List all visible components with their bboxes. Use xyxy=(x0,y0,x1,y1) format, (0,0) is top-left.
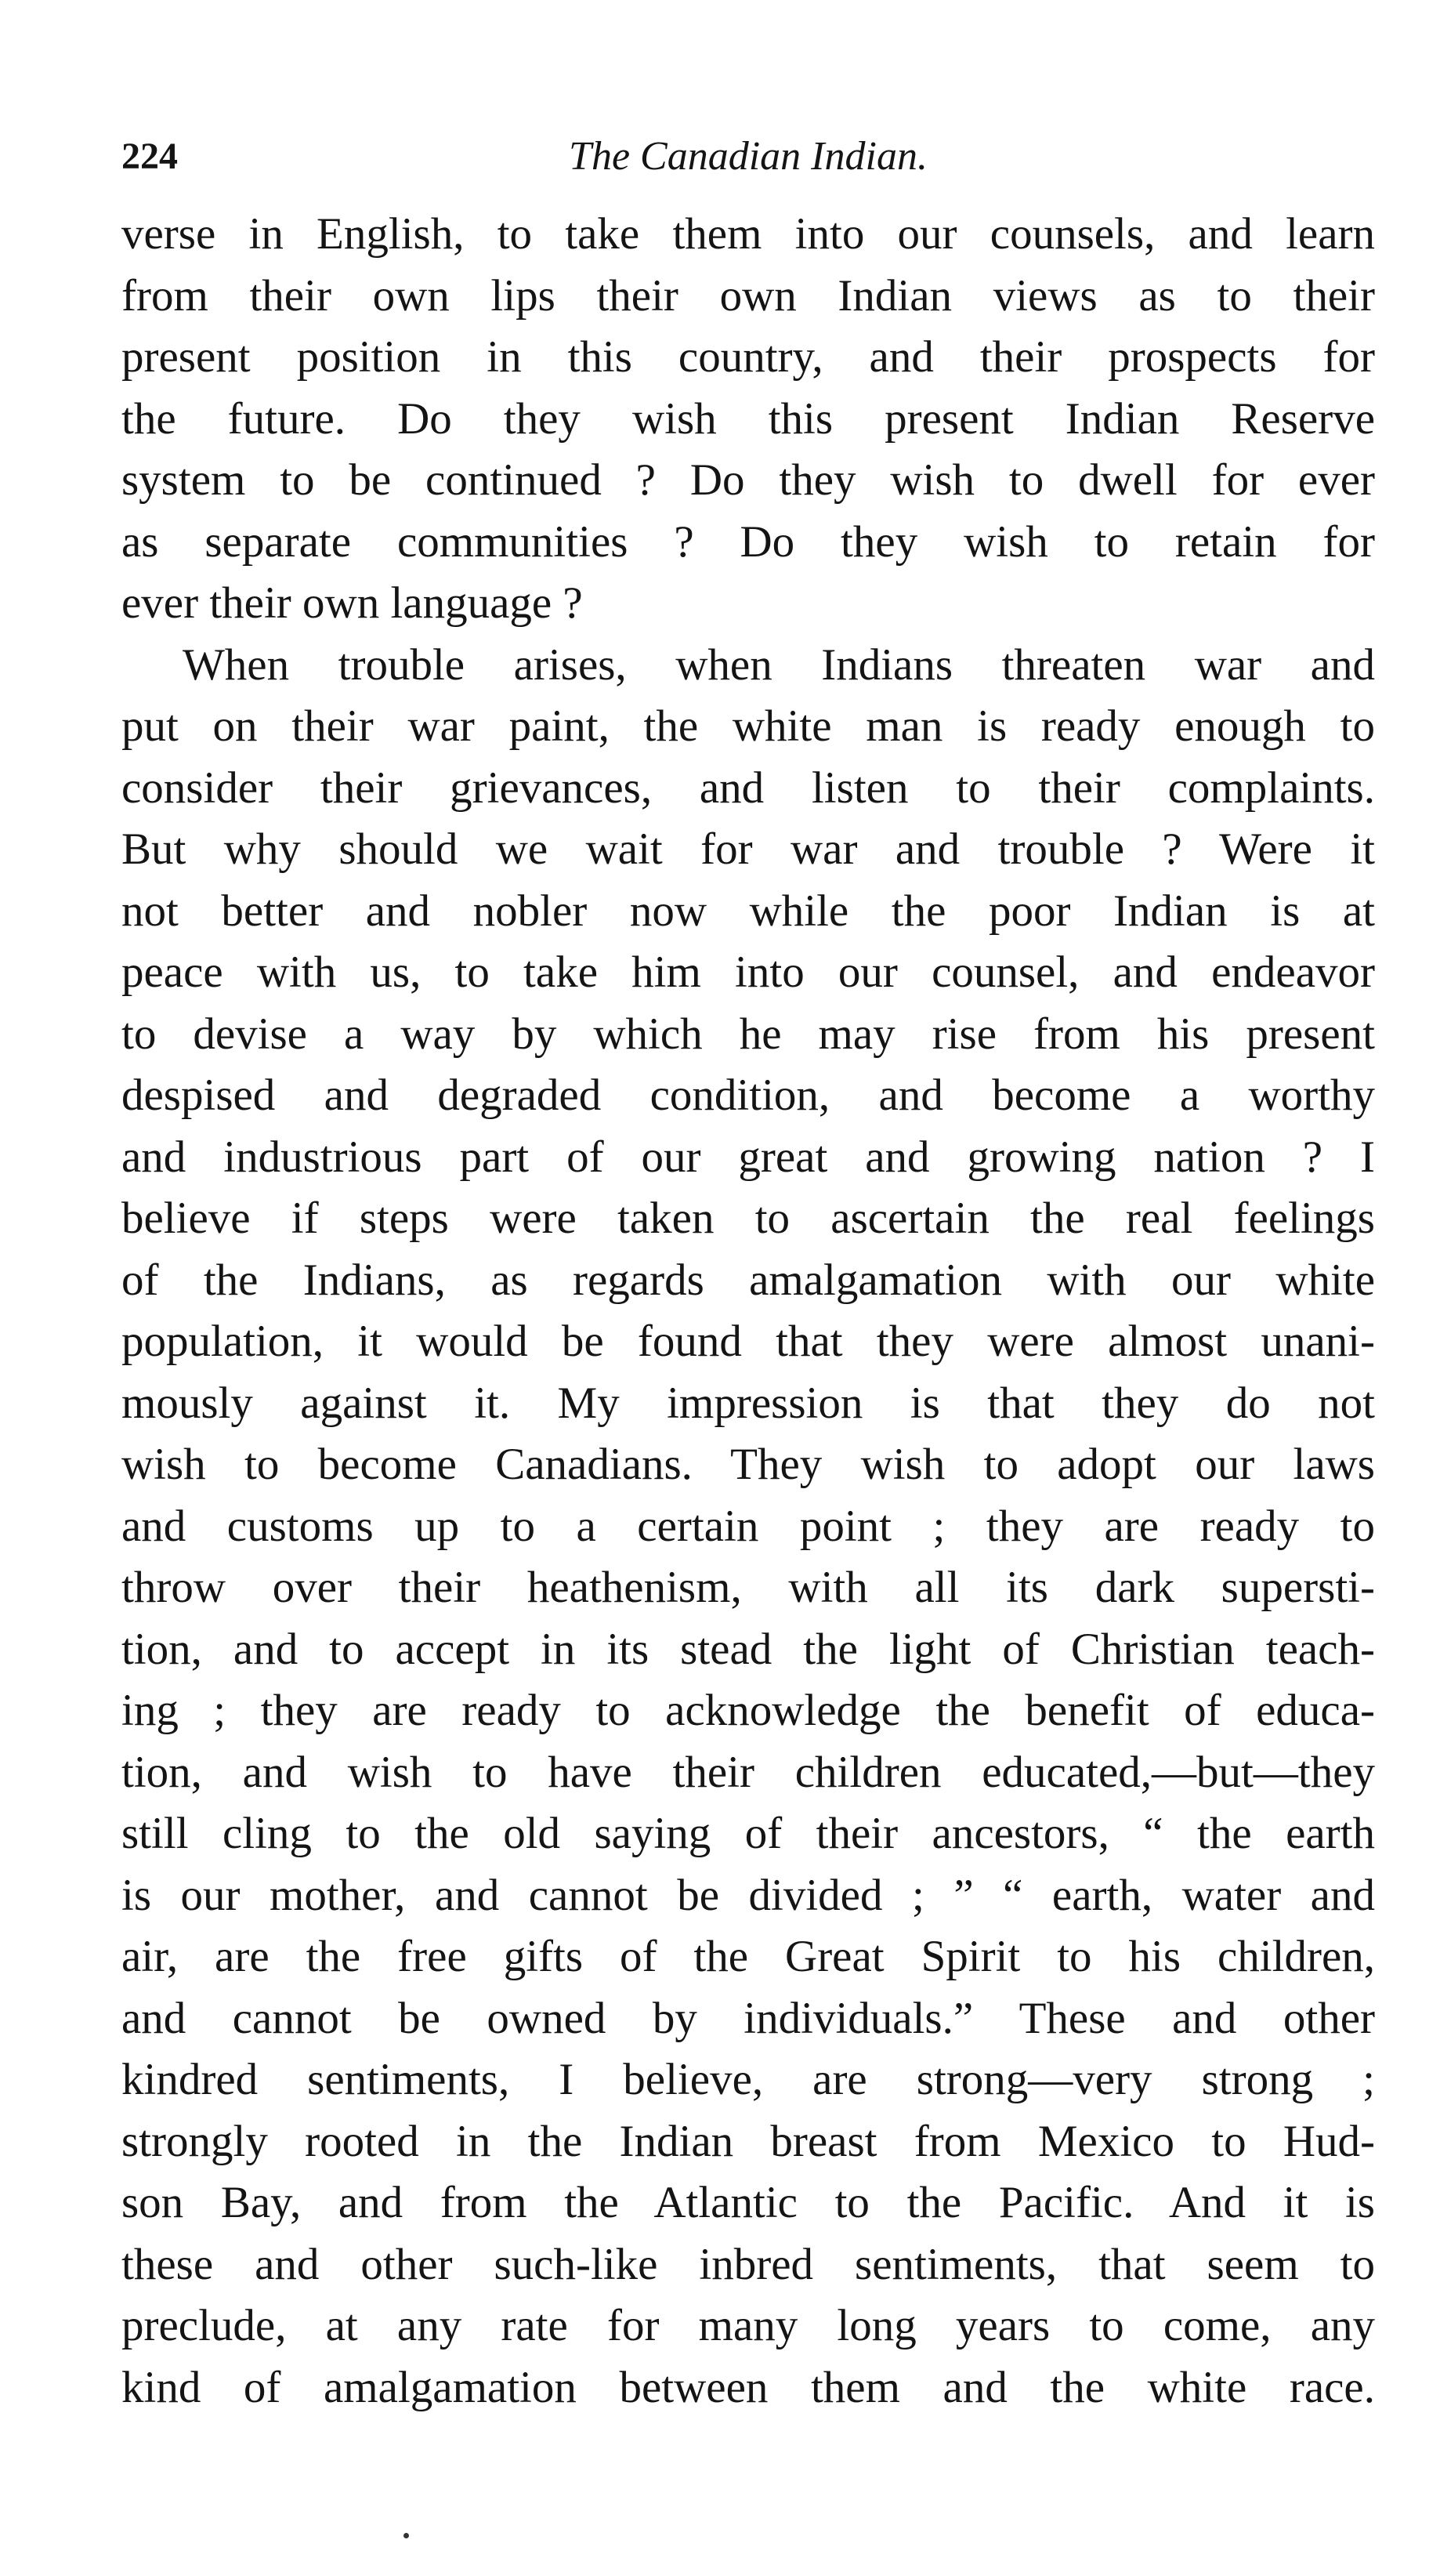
text-line: despised and degraded condition, and become a worthy xyxy=(121,1071,1375,1120)
text-line: tion, and wish to have their children educated,—but—they xyxy=(121,1747,1375,1797)
text-line: preclude, at any rate for many long years to come, any xyxy=(121,2301,1375,2350)
text-line: strongly rooted in the Indian breast from Mexico to Hud- xyxy=(121,2116,1375,2166)
text-line: air, are the free gifts of the Great Spirit to his children, xyxy=(121,1932,1375,1981)
text-line: these and other such-like inbred sentiments, that seem to xyxy=(121,2239,1375,2289)
text-line: and industrious part of our great and growing nation ? I xyxy=(121,1132,1375,1182)
stray-ink-mark xyxy=(403,2533,409,2538)
text-line: kind of amalgamation between them and the white race. xyxy=(121,2362,1375,2412)
text-line: and customs up to a certain point ; they are ready to xyxy=(121,1501,1375,1551)
text-line: is our mother, and cannot be divided ; ” “ earth, water and xyxy=(121,1870,1375,1920)
text-line: as separate communities ? Do they wish to retain for xyxy=(121,516,1375,567)
running-title: The Canadian Indian. xyxy=(569,134,928,179)
body-text xyxy=(121,204,1375,2418)
text-line: ever their own language ? xyxy=(121,578,583,628)
text-line: and cannot be owned by individuals.” These and other xyxy=(121,1993,1375,2043)
text-line: from their own lips their own Indian views as to their xyxy=(121,270,1375,321)
text-line: consider their grievances, and listen to their complaints. xyxy=(121,763,1375,813)
paragraph xyxy=(121,204,1375,635)
book-page xyxy=(121,133,1375,2516)
text-line: son Bay, and from the Atlantic to the Pacific. And it is xyxy=(121,2178,1375,2227)
paragraph xyxy=(121,635,1375,2419)
text-line: But why should we wait for war and trouble ? Were it xyxy=(121,824,1375,874)
text-line: mously against it. My impression is that they do not xyxy=(121,1378,1375,1428)
text-line: population, it would be found that they were almost unani- xyxy=(121,1317,1375,1366)
text-line: still cling to the old saying of their ancestors, “ the earth xyxy=(121,1809,1375,1858)
text-line: not better and nobler now while the poor Indian is at xyxy=(121,886,1375,936)
text-line: wish to become Canadians. They wish to adopt our laws xyxy=(121,1440,1375,1489)
text-line: kindred sentiments, I believe, are strong—very strong ; xyxy=(121,2055,1375,2104)
text-line: the future. Do they wish this present Indian Reserve xyxy=(121,393,1375,444)
text-line: When trouble arises, when Indians threaten war and xyxy=(183,639,1375,690)
text-line: tion, and to accept in its stead the light of Christian teach- xyxy=(121,1624,1375,1674)
text-line: throw over their heathenism, with all its dark supersti- xyxy=(121,1563,1375,1612)
text-line: put on their war paint, the white man is ready enough to xyxy=(121,701,1375,751)
text-line: to devise a way by which he may rise from his present xyxy=(121,1009,1375,1059)
text-line: present position in this country, and their prospects for xyxy=(121,332,1375,382)
text-line: system to be continued ? Do they wish to dwell for ever xyxy=(121,455,1375,505)
text-line: peace with us, to take him into our counsel, and endeavor xyxy=(121,947,1375,997)
text-line: of the Indians, as regards amalgamation with our white xyxy=(121,1255,1375,1305)
text-line: ing ; they are ready to acknowledge the benefit of educa- xyxy=(121,1686,1375,1735)
page-number: 224 xyxy=(121,136,178,177)
running-head xyxy=(121,133,1375,204)
text-line: verse in English, to take them into our counsels, and learn xyxy=(121,209,1375,259)
text-line: believe if steps were taken to ascertain the real feelings xyxy=(121,1194,1375,1243)
